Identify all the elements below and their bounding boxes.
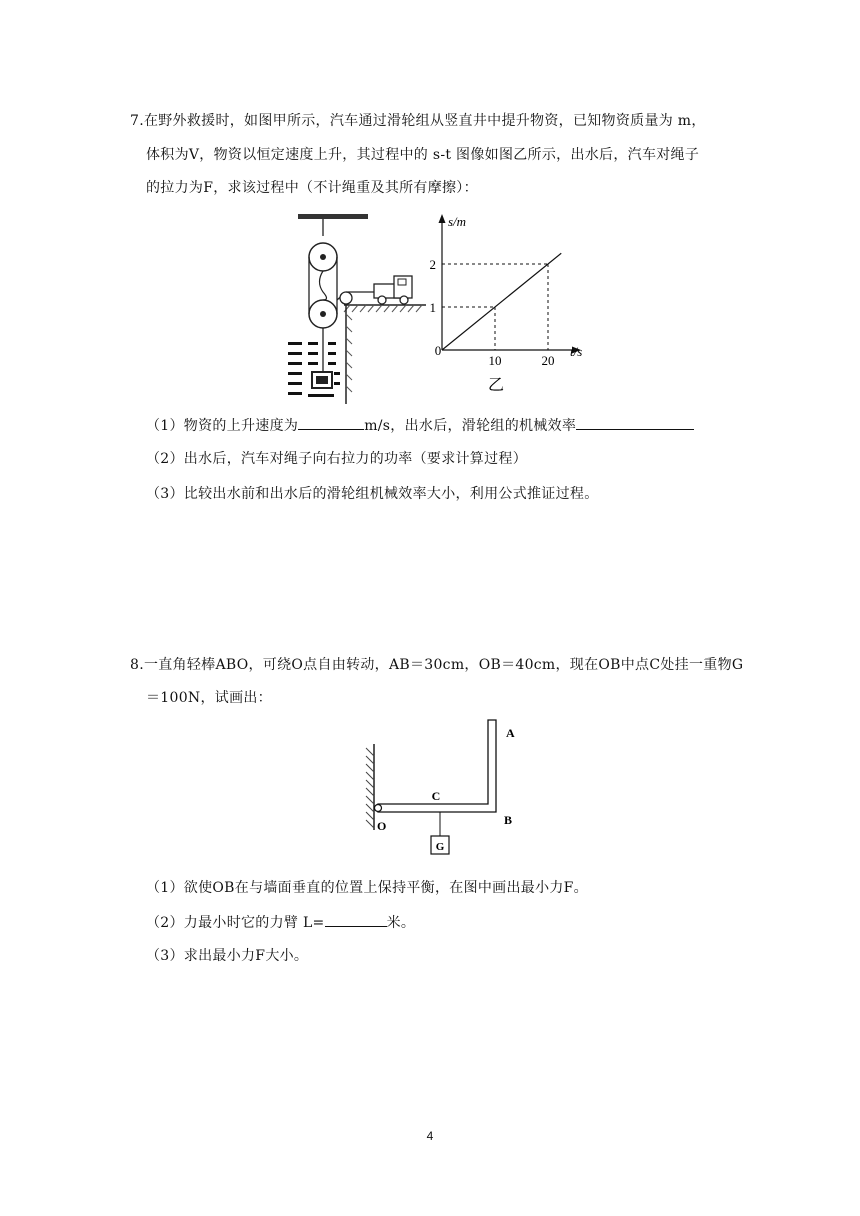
label-o: O: [377, 819, 387, 833]
q8-stem-line-2: ＝100N，试画出：: [146, 690, 272, 706]
series-line: [442, 253, 561, 350]
q8-sub1: （1）欲使OB在与墙面垂直的位置上保持平衡，在图中画出最小力F。: [146, 880, 588, 896]
wall-hatching: [366, 748, 374, 828]
label-g: G: [435, 841, 445, 853]
q7-stem-line-2: 体积为V，物资以恒定速度上升，其过程中的 s-t 图像如图乙所示，出水后，汽车对绳子: [146, 147, 700, 163]
q8-stem-line-1: 8.一直角轻棒ABO，可绕O点自由转动，AB＝30cm，OB＝40cm，现在OB中点C处挂一重物G: [130, 657, 744, 673]
q8-sub2-text-a: （2）力最小时它的力臂 L=: [146, 915, 325, 931]
q8-lever-arm-blank[interactable]: [325, 912, 387, 927]
pivot-o: [375, 805, 382, 812]
y-tick-label-1: 1: [429, 300, 436, 315]
graph-y-arrow: [439, 214, 446, 223]
q7-sub1: [146, 415, 694, 436]
q7-sub1-text-a: （1）物资的上升速度为: [146, 418, 299, 434]
q8-sub3: （3）求出最小力F大小。: [146, 948, 309, 964]
q7-velocity-blank[interactable]: [298, 415, 364, 430]
label-b: B: [504, 813, 513, 827]
q7-sub2: （2）出水后，汽车对绳子向右拉力的功率（要求计算过程）: [146, 451, 528, 467]
q8-sub2: [146, 912, 415, 933]
page-number: 4: [426, 1129, 434, 1143]
q7-sub1-text-b: m/s，出水后，滑轮组的机械效率: [364, 418, 577, 434]
q7-sub3: （3）比较出水前和出水后的滑轮组机械效率大小，利用公式推证过程。: [146, 486, 599, 502]
q7-stem-line-3: 的拉力为F，求该过程中（不计绳重及其所有摩擦）：: [146, 180, 478, 196]
q8-lever-figure: [360, 718, 540, 863]
graph-x-label: t/s: [570, 344, 583, 359]
q7-efficiency-blank[interactable]: [576, 415, 694, 430]
graph-origin-label: 0: [434, 343, 442, 358]
label-a: A: [506, 726, 515, 740]
y-tick-label-2: 2: [429, 257, 436, 272]
q7-figure-pulley-system: [286, 214, 431, 404]
graph-y-label: s/m: [448, 214, 467, 229]
x-tick-label-2: 20: [541, 353, 555, 368]
graph-caption: 乙: [488, 377, 505, 394]
label-c: C: [431, 789, 441, 803]
q7-st-graph: [420, 210, 595, 400]
q8-sub2-text-b: 米。: [386, 915, 416, 931]
x-tick-label-1: 10: [488, 353, 502, 368]
q7-stem-line-1: 7.在野外救援时，如图甲所示，汽车通过滑轮组从竖直井中提升物资，已知物资质量为 m，: [130, 113, 706, 129]
